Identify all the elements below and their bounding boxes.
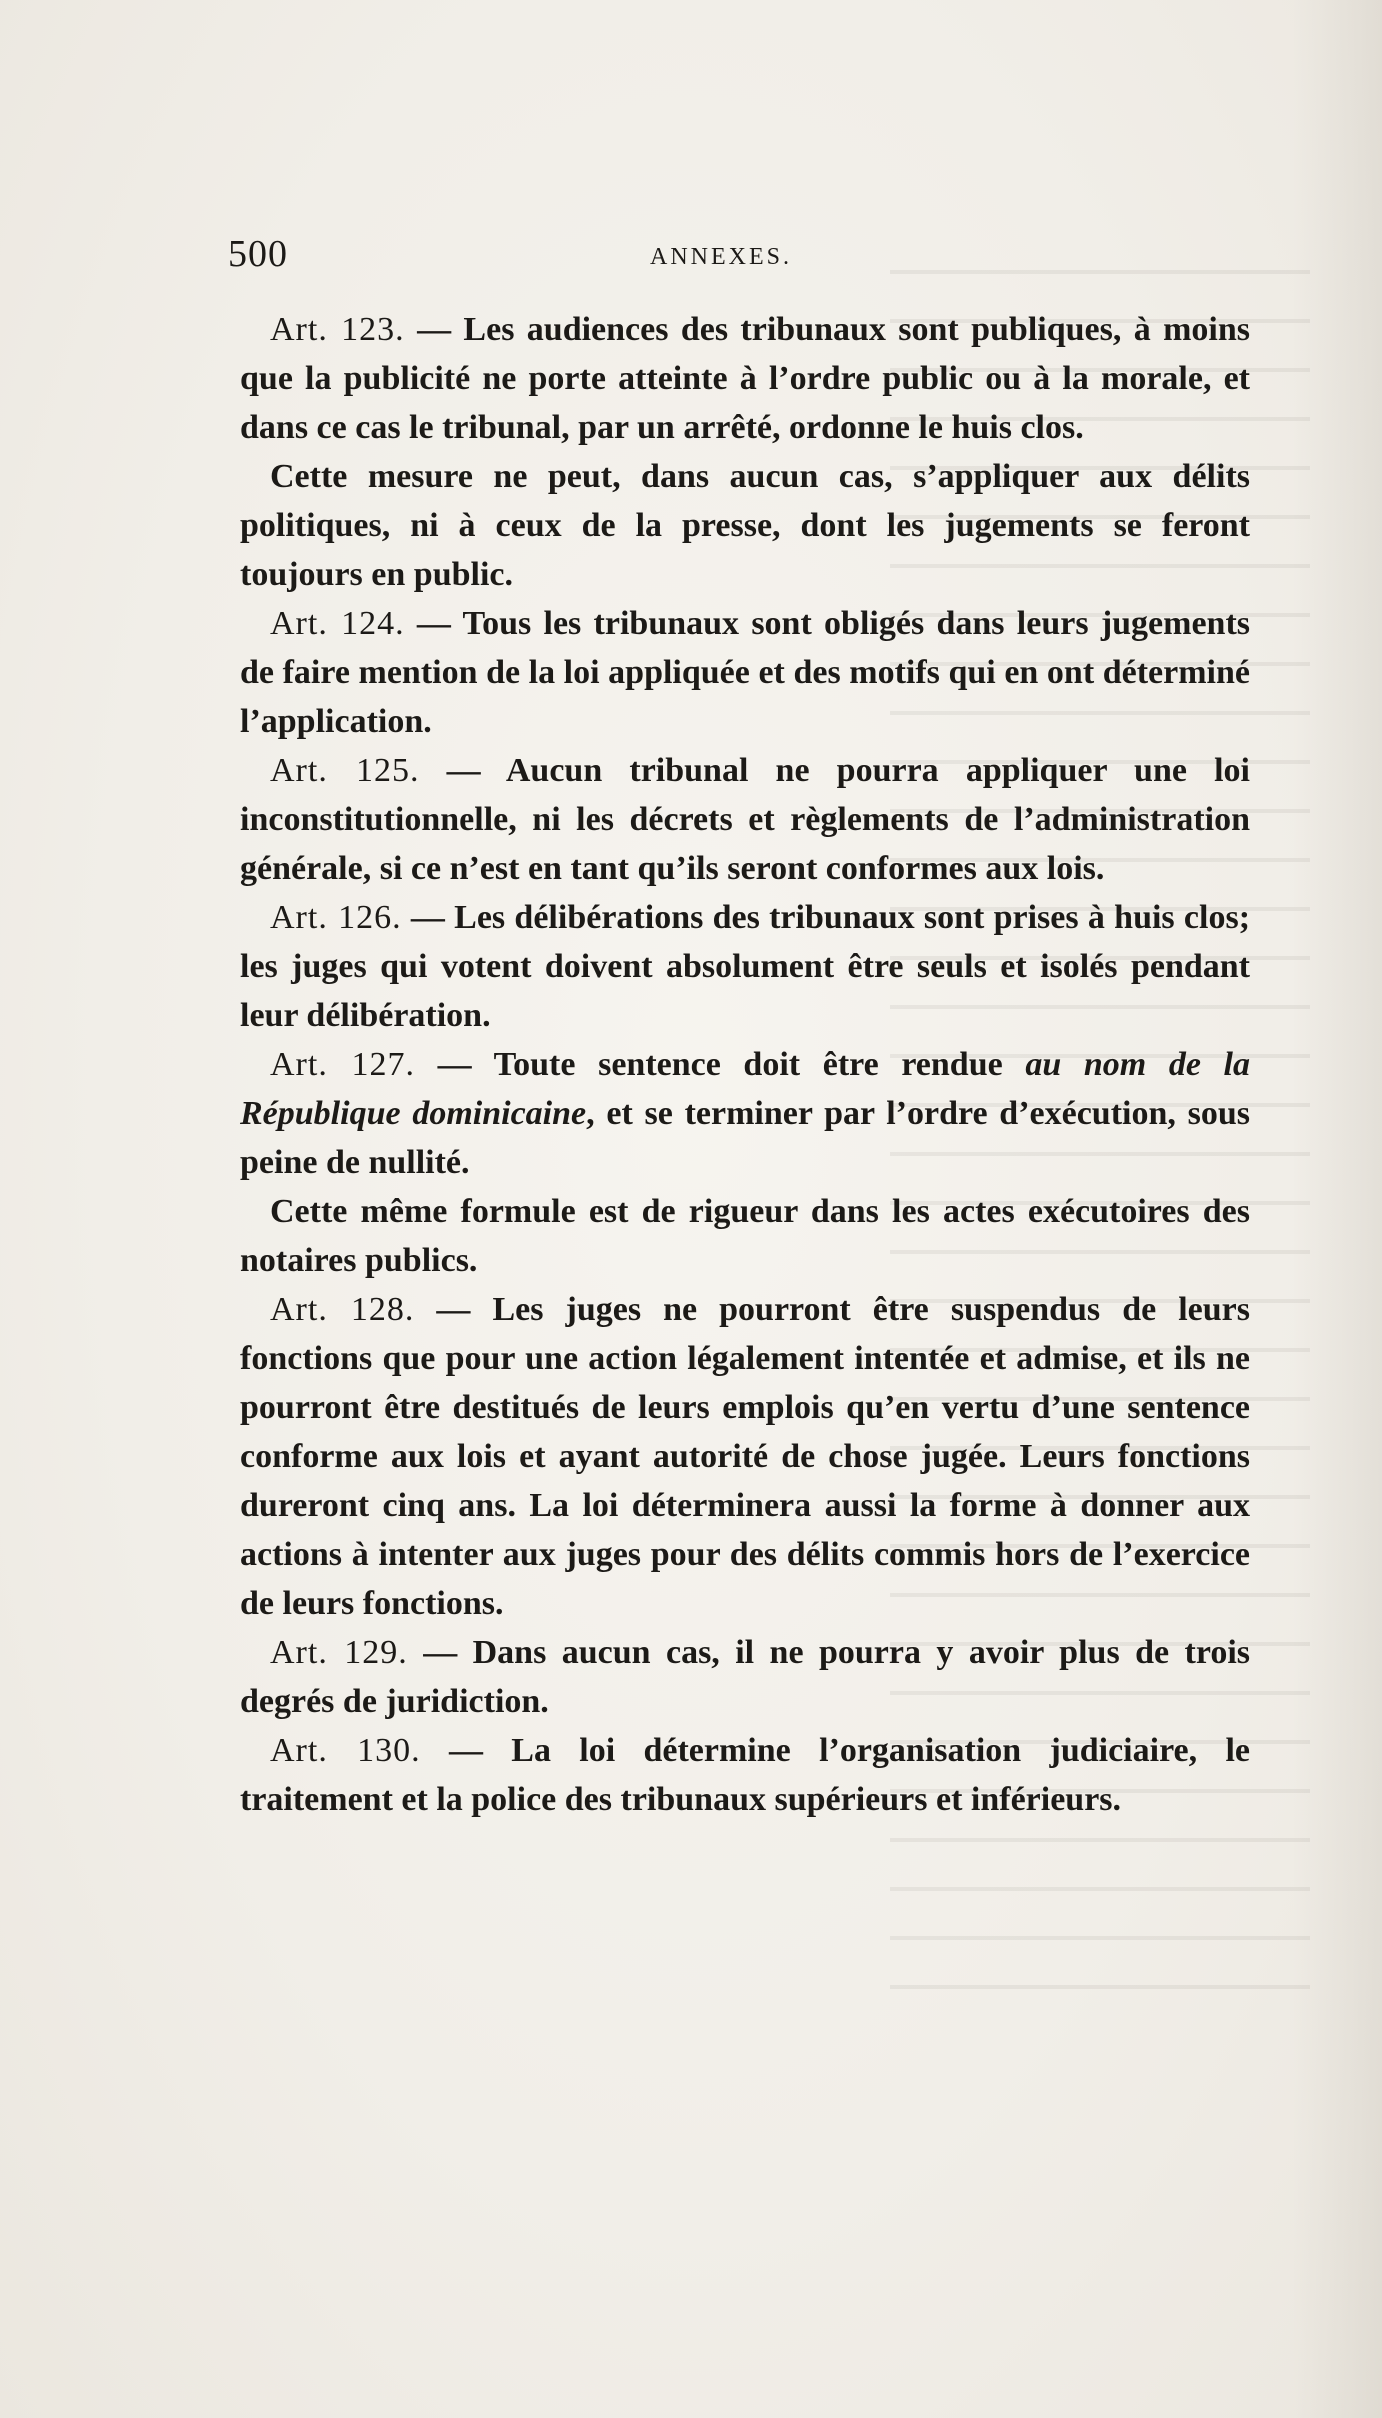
article-128 xyxy=(240,1285,1250,1628)
article-text: — Dans aucun cas, il ne pourra y avoir plus de trois degrés de juridiction. xyxy=(240,1634,1251,1720)
article-text: — Toute sentence doit être rendue xyxy=(437,1046,1003,1083)
article-130 xyxy=(240,1726,1250,1824)
article-text: — Les audiences des tribunaux sont publiques, à moins que la publicité ne porte atteinte à l’ordre public ou à la morale, et dans ce cas le tribunal, par un arrêté, ordonne le huis clos. xyxy=(240,311,1251,446)
article-127-continuation: Cette même formule est de rigueur dans les actes exécutoires des notaires publics. xyxy=(240,1193,1250,1279)
article-126 xyxy=(240,893,1250,1040)
article-text: — Les délibérations des tribunaux sont prises à huis clos; les juges qui votent doivent absolument être seuls et isolés pendant leur délibération. xyxy=(240,899,1251,1034)
article-text: , et se terminer par l’ordre d’exécution, sous peine de nullité. xyxy=(240,1095,1251,1181)
page-header xyxy=(228,232,1248,282)
page-number: 500 xyxy=(228,233,288,275)
article-text-italic: au nom de la République dominicaine xyxy=(240,1046,1251,1132)
article-number: Art. 129. xyxy=(270,1634,408,1671)
article-number: Art. 123. xyxy=(270,311,405,348)
article-text: — La loi détermine l’organisation judiciaire, le traitement et la police des tribunaux supérieurs et inférieurs. xyxy=(240,1732,1250,1818)
article-123-continuation: Cette mesure ne peut, dans aucun cas, s’appliquer aux délits politiques, ni à ceux de la presse, dont les jugements se feront toujours en public. xyxy=(240,458,1250,593)
running-head: ANNEXES. xyxy=(650,244,792,270)
article-text: — Tous les tribunaux sont obligés dans leurs jugements de faire mention de la loi appliquée et des motifs qui en ont déterminé l’application. xyxy=(240,605,1251,740)
article-123 xyxy=(240,305,1250,452)
article-125 xyxy=(240,746,1250,893)
article-number: Art. 124. xyxy=(270,605,405,642)
body-text xyxy=(240,305,1250,1824)
article-text: — Les juges ne pourront être suspendus de leurs fonctions que pour une action légalement intentée et admise, et ils ne pourront être destitués de leurs emplois qu’en vertu d’une sentence conforme aux lois et ayant autorité de chose jugée. Leurs fonctions dureront cinq ans. La loi déterminera aussi la forme à donner aux actions à intenter aux juges pour des délits commis hors de l’exercice de leurs fonctions. xyxy=(240,1291,1250,1622)
article-number: Art. 125. xyxy=(270,752,420,789)
article-124 xyxy=(240,599,1250,746)
article-number: Art. 126. xyxy=(270,899,402,936)
article-number: Art. 130. xyxy=(270,1732,421,1769)
article-number: Art. 127. xyxy=(270,1046,415,1083)
article-129 xyxy=(240,1628,1250,1726)
article-number: Art. 128. xyxy=(270,1291,415,1328)
article-127 xyxy=(240,1040,1250,1187)
article-text: — Aucun tribunal ne pourra appliquer une loi inconstitutionnelle, ni les décrets et règlements de l’administration générale, si ce n’est en tant qu’ils seront conformes aux lois. xyxy=(240,752,1250,887)
